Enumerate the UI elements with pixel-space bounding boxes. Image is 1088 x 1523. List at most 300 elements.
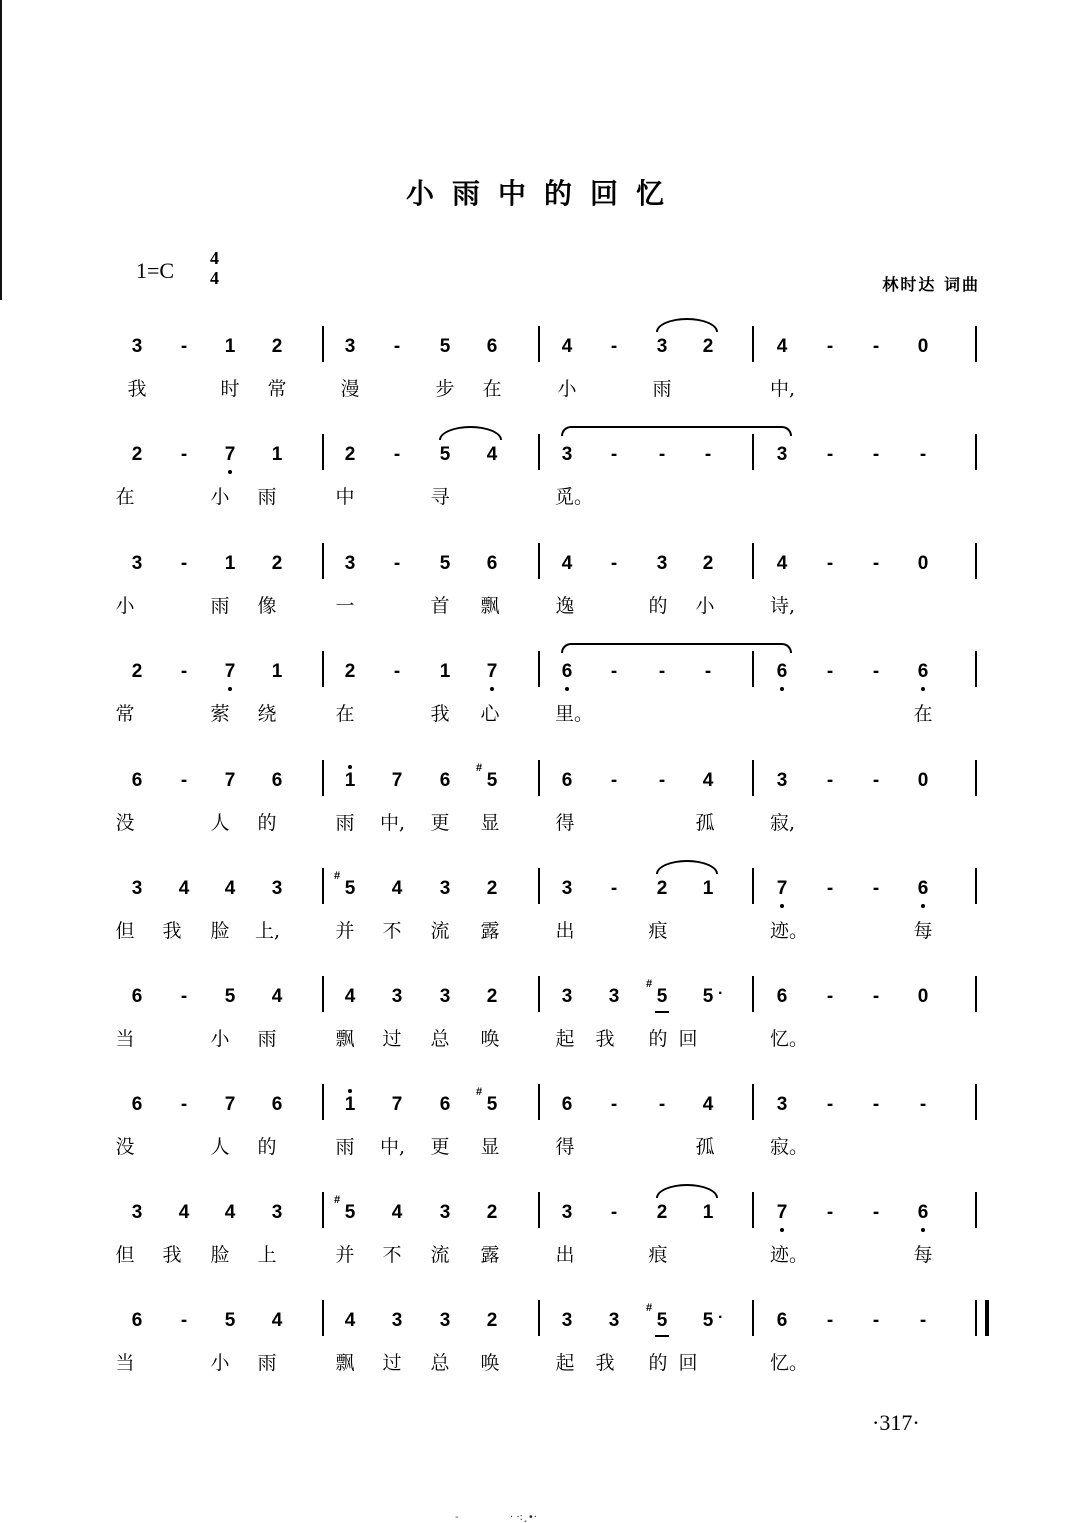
lyric: 雨	[652, 378, 672, 400]
note: 1	[271, 661, 283, 682]
note: 3	[391, 1310, 403, 1331]
dash-extension: -	[872, 1310, 880, 1331]
barline	[538, 651, 540, 687]
lyric: 孤	[695, 812, 715, 834]
sharp-mark: #	[646, 1302, 653, 1314]
lyric: 显	[480, 812, 500, 834]
lyric: 小	[210, 1028, 230, 1050]
note: 3	[776, 444, 788, 465]
lyric: 一	[335, 595, 355, 617]
page-number: ·317·	[872, 1410, 920, 1435]
dash-extension: -	[872, 1094, 880, 1115]
score-row	[0, 870, 1088, 970]
note: 5 #	[334, 870, 356, 899]
barline	[752, 1300, 754, 1336]
dash-extension: -	[919, 1310, 927, 1331]
lyric: 雨	[257, 486, 277, 508]
lyric: 首	[430, 595, 450, 617]
dash-extension: -	[610, 553, 618, 574]
dash-extension: -	[872, 1202, 880, 1223]
lyric: 忆。	[770, 1352, 809, 1374]
lyric: 痕	[648, 920, 668, 942]
note: 3	[561, 1310, 573, 1331]
note: 3	[131, 878, 143, 899]
note: 3	[439, 986, 451, 1007]
barline	[975, 760, 977, 796]
barline	[975, 434, 977, 470]
lyric: 不	[382, 920, 402, 942]
barline	[322, 868, 324, 904]
note: 5 #	[650, 986, 674, 1008]
note: 4	[702, 770, 714, 791]
note: 5 ·	[702, 1309, 724, 1331]
barline	[322, 326, 324, 362]
barline	[538, 326, 540, 362]
lyric: 并	[335, 920, 355, 942]
lyric: 流	[430, 920, 450, 942]
lyric: 萦	[210, 703, 230, 725]
lyric: 每	[913, 1244, 933, 1266]
lyric: 时	[220, 378, 240, 400]
lyric: 迹。	[770, 920, 809, 942]
dotb-mark	[780, 687, 784, 691]
tie	[561, 643, 792, 653]
lyric: 上	[257, 1244, 277, 1266]
dash-extension: -	[393, 661, 401, 682]
lyric: 寂。	[770, 1136, 809, 1158]
note: 6	[439, 1094, 451, 1115]
note: 4	[391, 1202, 403, 1223]
slur	[656, 860, 718, 874]
note: 3	[561, 986, 573, 1007]
lyric: 在	[335, 703, 355, 725]
note: 5	[439, 444, 451, 465]
note: 1	[338, 1094, 362, 1116]
dash-extension: -	[872, 553, 880, 574]
score-row	[0, 553, 1088, 645]
lyric: 小	[210, 486, 230, 508]
dash-extension: -	[610, 661, 618, 682]
note: 5 #	[476, 762, 498, 791]
lyric: 诗,	[770, 595, 796, 617]
dotb-mark	[780, 1228, 784, 1232]
dash-extension: -	[919, 444, 927, 465]
note: 7	[391, 1094, 403, 1115]
note: 4	[344, 1310, 356, 1331]
time-signature-bottom: 4	[210, 268, 219, 288]
lyric: 雨	[210, 595, 230, 617]
lyric: 总	[430, 1028, 450, 1050]
lyric: 回	[678, 1028, 698, 1050]
note: 3	[131, 1202, 143, 1223]
lyric: 小	[115, 595, 135, 617]
barline	[322, 543, 324, 579]
note: 6	[911, 661, 935, 683]
score-row	[0, 1194, 1088, 1294]
note: 3	[439, 1310, 451, 1331]
note: 1	[439, 661, 451, 682]
note: 2	[271, 553, 283, 574]
lyric: 中,	[770, 378, 796, 400]
dotb-mark	[921, 1228, 925, 1232]
note: 2	[486, 986, 498, 1007]
key-signature: 1=C	[136, 258, 175, 283]
note: 3	[131, 553, 143, 574]
sharp-mark: #	[476, 1086, 483, 1098]
slur	[656, 318, 718, 332]
note: 6	[131, 1094, 143, 1115]
lyric: 我	[162, 920, 182, 942]
lyric: 寂,	[770, 812, 796, 834]
note: 5	[224, 986, 236, 1007]
lyric: 中,	[380, 812, 406, 834]
barline	[752, 1192, 754, 1228]
note: 4	[702, 1094, 714, 1115]
lyric: 在	[482, 378, 502, 400]
lyric: 当	[115, 1352, 135, 1374]
dott-mark	[348, 1089, 352, 1093]
note: 0	[917, 553, 929, 574]
dash-extension: -	[180, 444, 188, 465]
barline	[752, 543, 754, 579]
aug-mark: ·	[718, 985, 724, 1002]
note: 5 #	[650, 1310, 674, 1332]
lyric: 的	[648, 595, 668, 617]
dash-extension: -	[872, 770, 880, 791]
dash-extension: -	[826, 986, 834, 1007]
dotb-mark	[780, 904, 784, 908]
barline	[975, 1192, 977, 1228]
note: 2	[131, 444, 143, 465]
dotb-mark	[490, 687, 494, 691]
note: 4	[271, 986, 283, 1007]
note: 4	[224, 878, 236, 899]
lyric: 起	[555, 1352, 575, 1374]
note: 3	[344, 336, 356, 357]
barline	[752, 760, 754, 796]
dash-extension: -	[393, 553, 401, 574]
dash-extension: -	[658, 444, 666, 465]
note: 2	[656, 878, 668, 899]
dash-extension: -	[826, 1094, 834, 1115]
lyric: 小	[695, 595, 715, 617]
lyric: 里。	[555, 703, 594, 725]
slur	[439, 426, 502, 440]
dash-extension: -	[393, 444, 401, 465]
lyric: 脸	[210, 920, 230, 942]
lyric: 过	[382, 1352, 402, 1374]
note: 1	[224, 553, 236, 574]
lyric: 迹。	[770, 1244, 809, 1266]
scan-artifact: -	[455, 1512, 459, 1523]
note: 6	[131, 986, 143, 1007]
barline	[322, 976, 324, 1012]
score-row	[0, 336, 1088, 428]
note: 4	[486, 444, 498, 465]
lyric: 我	[595, 1028, 615, 1050]
note: 2	[486, 1202, 498, 1223]
lyric: 孤	[695, 1136, 715, 1158]
dash-extension: -	[658, 770, 666, 791]
tie	[561, 426, 792, 436]
lyric: 但	[115, 920, 135, 942]
dotb-mark	[565, 687, 569, 691]
note: 4	[561, 336, 573, 357]
note: 2	[271, 336, 283, 357]
note: 3	[439, 878, 451, 899]
lyric: 得	[555, 812, 575, 834]
note: 3	[656, 553, 668, 574]
lyric: 每	[913, 920, 933, 942]
note: 4	[271, 1310, 283, 1331]
lyric: 的	[648, 1352, 668, 1374]
score-row	[0, 1086, 1088, 1186]
final-barline	[975, 1300, 989, 1336]
barline	[322, 1192, 324, 1228]
note: 4	[344, 986, 356, 1007]
dash-extension: -	[872, 986, 880, 1007]
dash-extension: -	[872, 336, 880, 357]
note: 2	[486, 1310, 498, 1331]
dash-extension: -	[658, 1094, 666, 1115]
note: 5 ·	[702, 985, 724, 1007]
barline	[538, 976, 540, 1012]
note: 2	[656, 1202, 668, 1223]
note: 3	[656, 336, 668, 357]
dash-extension: -	[826, 661, 834, 682]
note: 7	[224, 1094, 236, 1115]
note: 6	[561, 770, 573, 791]
dash-extension: -	[610, 878, 618, 899]
lyric: 露	[480, 1244, 500, 1266]
note: 6	[770, 661, 794, 683]
dash-extension: -	[610, 770, 618, 791]
note: 5 #	[476, 1086, 498, 1115]
note: 3	[131, 336, 143, 357]
note: 6	[776, 1310, 788, 1331]
barline	[752, 651, 754, 687]
lyric: 绕	[257, 703, 277, 725]
note: 2	[702, 336, 714, 357]
lyric: 出	[555, 920, 575, 942]
dash-extension: -	[180, 336, 188, 357]
dotb-mark	[921, 687, 925, 691]
note: 6	[271, 1094, 283, 1115]
note: 3	[776, 1094, 788, 1115]
sharp-mark: #	[334, 1194, 341, 1206]
lyric: 流	[430, 1244, 450, 1266]
lyric: 飘	[480, 595, 500, 617]
dash-extension: -	[919, 1094, 927, 1115]
score-row	[0, 762, 1088, 862]
lyric: 但	[115, 1244, 135, 1266]
score-row	[0, 661, 1088, 753]
lyric: 不	[382, 1244, 402, 1266]
lyric: 心	[480, 703, 500, 725]
barline	[322, 760, 324, 796]
lyric: 我	[162, 1244, 182, 1266]
aug-mark: ·	[718, 1309, 724, 1326]
lyric: 飘	[335, 1352, 355, 1374]
lyric: 回	[678, 1352, 698, 1374]
note: 7	[770, 878, 794, 900]
dash-extension: -	[826, 1202, 834, 1223]
lyric: 飘	[335, 1028, 355, 1050]
note: 6	[486, 553, 498, 574]
barline	[322, 1300, 324, 1336]
barline	[975, 651, 977, 687]
dash-extension: -	[180, 770, 188, 791]
dash-extension: -	[704, 661, 712, 682]
barline	[752, 434, 754, 470]
barline	[752, 868, 754, 904]
lyric: 雨	[335, 812, 355, 834]
lyric: 唤	[480, 1352, 500, 1374]
dash-extension: -	[826, 553, 834, 574]
lyric: 漫	[340, 378, 360, 400]
note: 1	[702, 878, 714, 899]
barline	[752, 326, 754, 362]
note: 7	[770, 1202, 794, 1224]
note: 2	[344, 661, 356, 682]
time-signature	[210, 248, 219, 288]
barline	[322, 434, 324, 470]
dash-extension: -	[610, 1094, 618, 1115]
note: 6	[776, 986, 788, 1007]
lyric: 中,	[380, 1136, 406, 1158]
note: 4	[178, 878, 190, 899]
note: 3	[439, 1202, 451, 1223]
note: 3	[344, 553, 356, 574]
lyric: 步	[435, 378, 455, 400]
dash-extension: -	[872, 878, 880, 899]
note: 6	[439, 770, 451, 791]
lyric: 出	[555, 1244, 575, 1266]
dash-extension: -	[826, 336, 834, 357]
dash-extension: -	[180, 1094, 188, 1115]
barline	[322, 1084, 324, 1120]
barline	[975, 868, 977, 904]
lyric: 当	[115, 1028, 135, 1050]
lyric: 寻	[430, 486, 450, 508]
lyric: 我	[595, 1352, 615, 1374]
lyric: 没	[115, 812, 135, 834]
song-title: 小雨中的回忆	[405, 177, 682, 210]
note: 0	[917, 336, 929, 357]
lyric: 脸	[210, 1244, 230, 1266]
dash-extension: -	[658, 661, 666, 682]
lyric: 像	[257, 595, 277, 617]
barline	[538, 1084, 540, 1120]
barline	[538, 868, 540, 904]
dash-extension: -	[180, 1310, 188, 1331]
note: 4	[391, 878, 403, 899]
slur	[656, 1184, 718, 1198]
dash-extension: -	[872, 444, 880, 465]
lyric: 没	[115, 1136, 135, 1158]
barline	[975, 976, 977, 1012]
dash-extension: -	[872, 661, 880, 682]
dash-extension: -	[180, 986, 188, 1007]
dash-extension: -	[826, 444, 834, 465]
note: 3	[271, 1202, 283, 1223]
sharp-mark: #	[646, 978, 653, 990]
note: 3	[561, 1202, 573, 1223]
lyric: 雨	[257, 1028, 277, 1050]
note: 3	[561, 878, 573, 899]
lyric: 常	[267, 378, 287, 400]
note: 7	[218, 444, 242, 466]
lyric: 的	[257, 812, 277, 834]
barline	[752, 1084, 754, 1120]
dott-mark	[348, 765, 352, 769]
dash-extension: -	[826, 1310, 834, 1331]
lyric: 显	[480, 1136, 500, 1158]
note: 7	[224, 770, 236, 791]
barline	[538, 760, 540, 796]
time-signature-top: 4	[210, 248, 219, 268]
lyric: 我	[430, 703, 450, 725]
note: 3	[561, 444, 573, 465]
note: 6	[911, 1202, 935, 1224]
ul-mark	[655, 1011, 669, 1013]
barline	[975, 1084, 977, 1120]
dash-extension: -	[704, 444, 712, 465]
lyric: 总	[430, 1352, 450, 1374]
lyric: 的	[257, 1136, 277, 1158]
note: 4	[224, 1202, 236, 1223]
lyric: 觅。	[555, 486, 594, 508]
lyric: 逸	[555, 595, 575, 617]
note: 3	[776, 770, 788, 791]
note: 2	[344, 444, 356, 465]
lyric: 起	[555, 1028, 575, 1050]
note: 3	[608, 1310, 620, 1331]
barline	[538, 1192, 540, 1228]
lyric: 得	[555, 1136, 575, 1158]
barline	[538, 1300, 540, 1336]
barline	[538, 543, 540, 579]
score-row	[0, 1302, 1088, 1402]
barline	[752, 976, 754, 1012]
lyric: 常	[115, 703, 135, 725]
note: 6	[561, 1094, 573, 1115]
dash-extension: -	[180, 661, 188, 682]
lyric: 忆。	[770, 1028, 809, 1050]
note: 6	[486, 336, 498, 357]
dotb-mark	[228, 687, 232, 691]
dash-extension: -	[826, 770, 834, 791]
barline	[975, 326, 977, 362]
lyric: 雨	[335, 1136, 355, 1158]
note: 5	[439, 336, 451, 357]
ul-mark	[655, 1335, 669, 1337]
dotb-mark	[921, 904, 925, 908]
page-edge-line	[0, 0, 2, 300]
note: 1	[224, 336, 236, 357]
lyric: 人	[210, 812, 230, 834]
note: 4	[776, 553, 788, 574]
lyric: 唤	[480, 1028, 500, 1050]
note: 1	[271, 444, 283, 465]
lyric: 我	[127, 378, 147, 400]
lyric: 在	[115, 486, 135, 508]
lyric: 过	[382, 1028, 402, 1050]
note: 6	[271, 770, 283, 791]
barline	[975, 543, 977, 579]
lyric: 露	[480, 920, 500, 942]
note: 1	[702, 1202, 714, 1223]
